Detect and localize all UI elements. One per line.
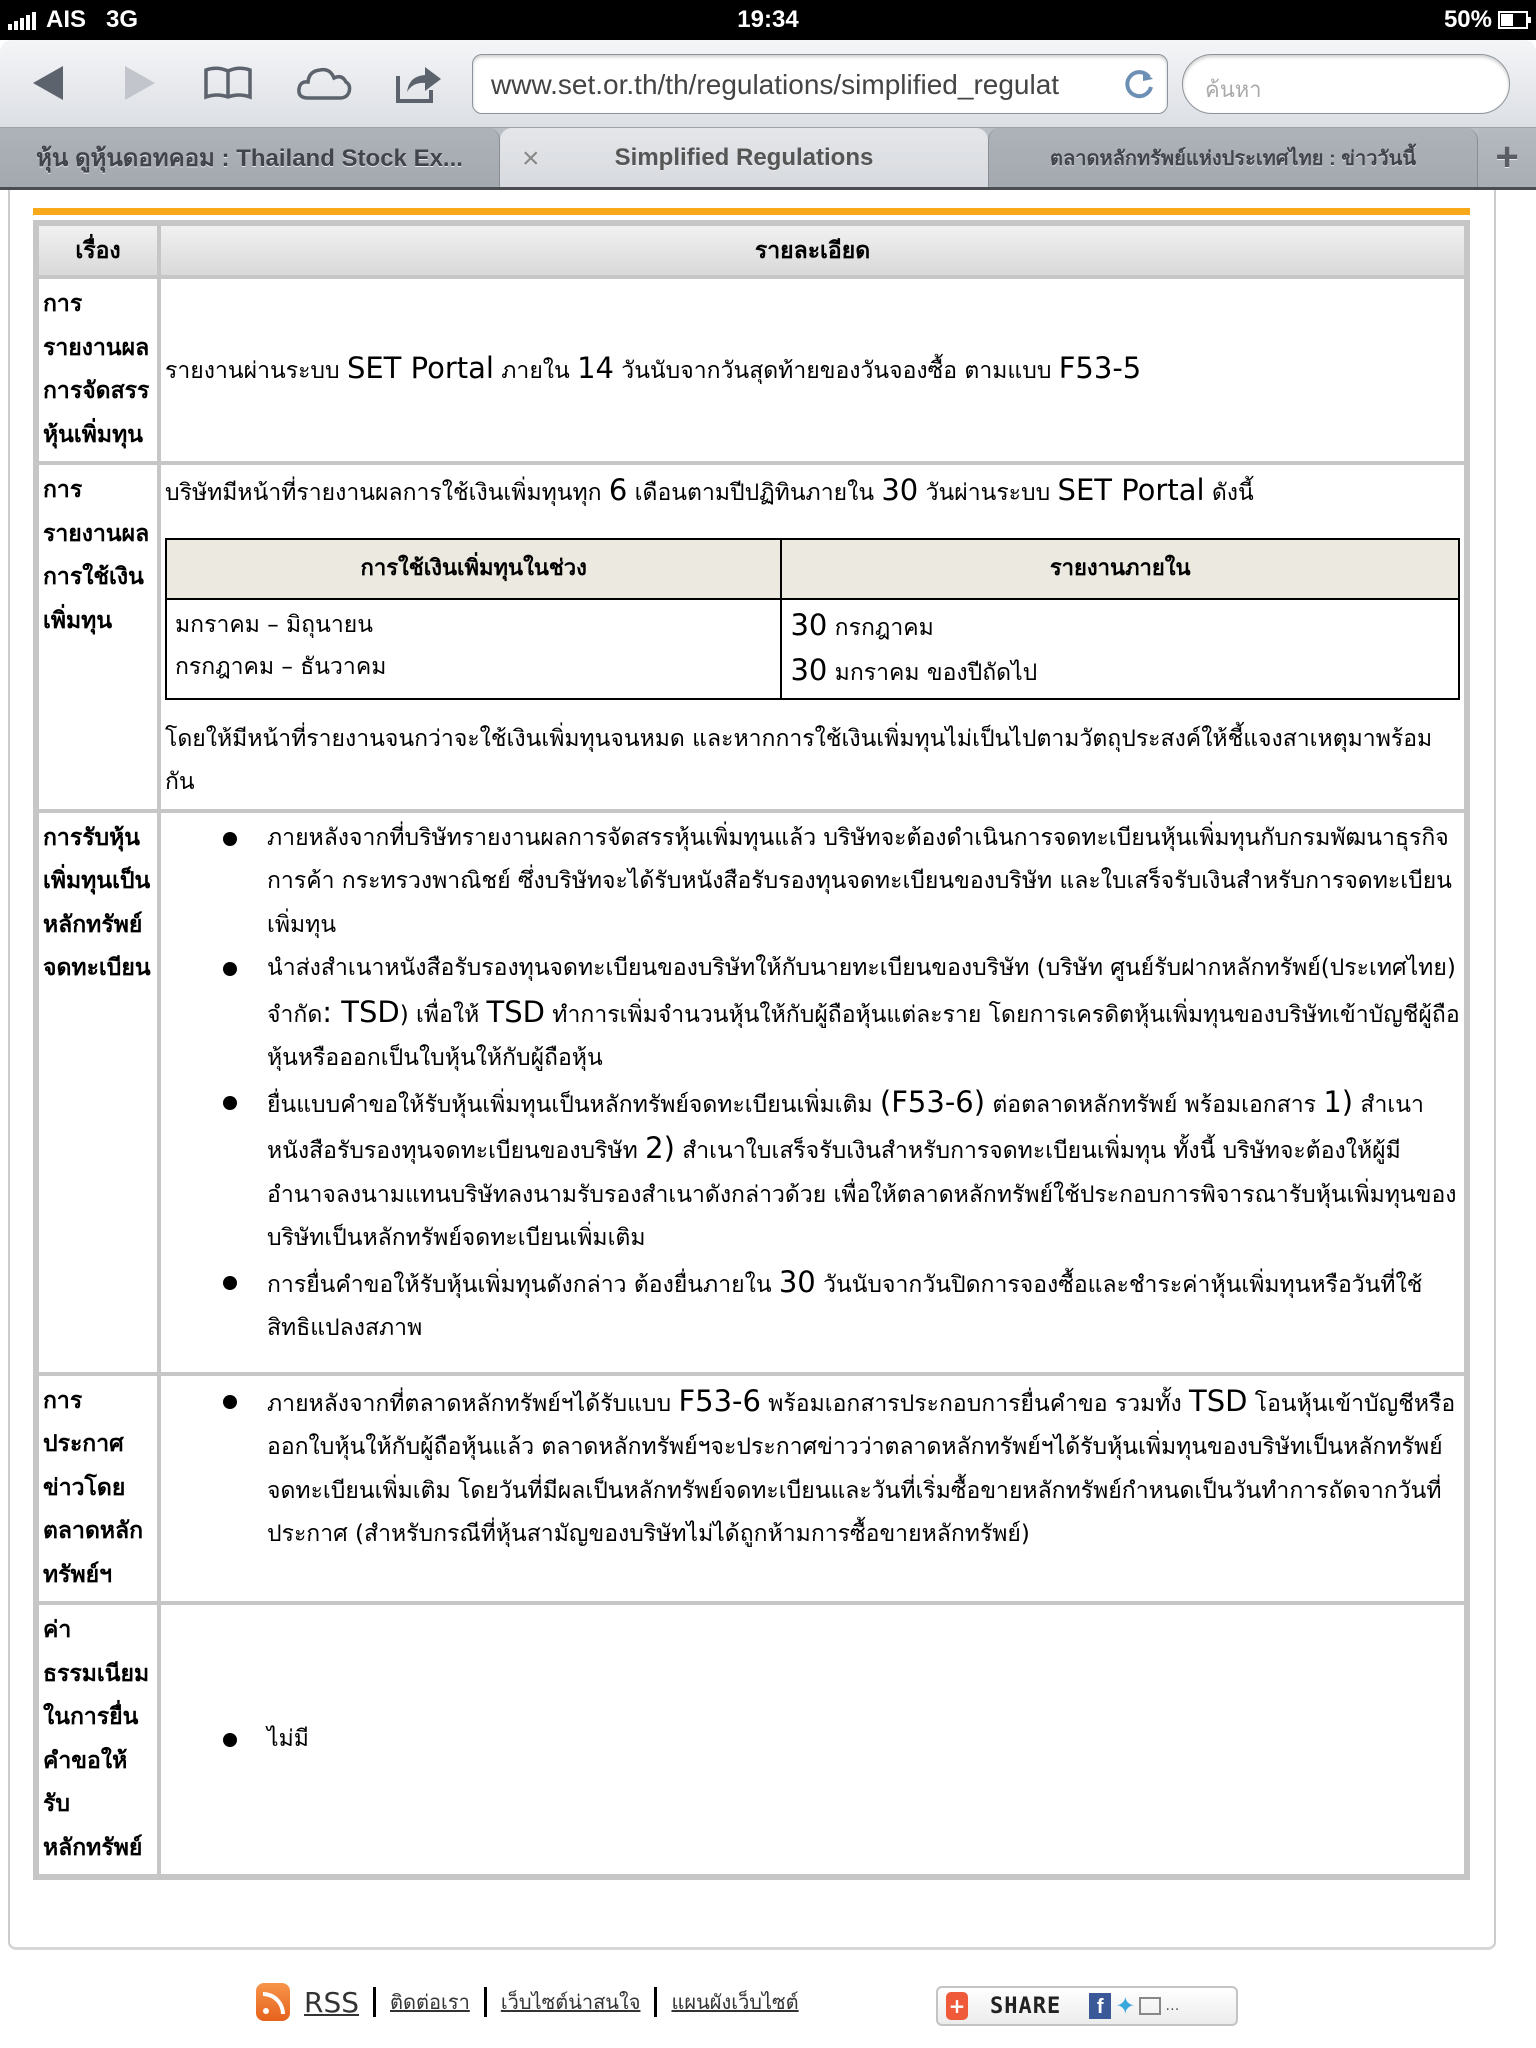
text-run: ทำการเพิ่มจำนวนหุ้นให้กับผู้ถือหุ้นแต่ละราย โดยการเครดิตหุ้นเพิ่มทุนของบริษัทเข้าบัญชีผู้ถือหุ้นหรือออกเป็นใบหุ้นให้กับผู้ถือหุ้น [267, 1001, 1460, 1071]
text-run: วันนับจากวันปิดการจองซื้อและชำระค่าหุ้นเพิ่มทุนหรือวันที่ใช้สิทธิแปลงสภาพ [267, 1271, 1423, 1341]
topic-line: คำขอให้รับ [43, 1747, 128, 1817]
battery-percent: 50% [1443, 6, 1492, 33]
text-run: (F53-6) [879, 1084, 986, 1119]
topic-cell [37, 463, 159, 811]
topic-line: ประกาศ [43, 1431, 124, 1457]
topic-line: การจัดสรร [43, 378, 150, 404]
clock: 19:34 [737, 6, 799, 33]
deadline-2: 30 มกราคม ของปีถัดไป [790, 652, 1038, 687]
status-bar [0, 0, 1536, 40]
bullet-list [165, 1380, 1460, 1557]
tab-label: หุ้น ดูหุ้นดอทคอม : Thailand Stock Ex... [36, 145, 463, 172]
footer-link-interesting-sites[interactable]: เว็บไซต์น่าสนใจ [500, 1990, 641, 2014]
topic-line: หุ้นเพิ่มทุน [43, 421, 143, 448]
topic-line: ทรัพย์ฯ [43, 1561, 113, 1588]
table-row [37, 1603, 1466, 1876]
separator [373, 1987, 376, 2017]
tab-set-news[interactable] [988, 128, 1478, 187]
bullet-list [165, 817, 1460, 1351]
rss-icon[interactable] [256, 1983, 290, 2021]
share-label: SHARE [990, 1993, 1062, 2019]
table-row [37, 463, 1466, 811]
close-tab-icon[interactable]: × [522, 142, 540, 175]
topic-line: จดทะเบียน [43, 955, 151, 981]
text-run: ไม่มี [267, 1725, 309, 1752]
footer-links [256, 1980, 799, 2024]
separator [654, 1987, 657, 2017]
detail-cell [159, 277, 1466, 463]
bullet-item [221, 817, 1460, 948]
topic-line: ในการยื่น [43, 1704, 139, 1730]
topic-line: เพิ่มทุน [43, 607, 113, 634]
schedule-deadlines [781, 599, 1459, 699]
book-icon[interactable] [202, 58, 254, 108]
text-run: 6 [608, 473, 628, 507]
column-header-topic: เรื่อง [37, 224, 159, 277]
battery-icon [1498, 11, 1528, 29]
period-1: มกราคม – มิถุนายน [175, 611, 373, 638]
text-run: 14 [577, 350, 614, 385]
network-label: 3G [106, 6, 139, 33]
text-run: ยื่นแบบคำขอให้รับหุ้นเพิ่มทุนเป็นหลักทรัพย์จดทะเบียนเพิ่มเติม [267, 1091, 880, 1118]
topic-line: การ [43, 291, 83, 317]
text-run: นำส่งสำเนาหนังสือรับรองทุนจดทะเบียนของบริษัทให้กับนายทะเบียนของบริษัท (บริษัท ศูนย์รับฝากหลักทรัพย์(ประเทศไทย) จำกัด [267, 955, 1456, 1028]
forward-arrow-icon[interactable] [120, 58, 160, 108]
text-run: โอนหุ้นเข้าบัญชีหรือออกใบหุ้นให้กับผู้ถือหุ้นแล้ว ตลาดหลักทรัพย์ฯจะประกาศข่าวว่าตลาดหลักทรัพย์ฯได้รับหุ้นเพิ่มทุนของบริษัทเป็นหลักทรัพย์จดทะเบียนเพิ่มเติม โดยวันที่มีผลเป็นหลักทรัพย์จดทะเบียนและวันที่เริ่มซื้อขายหลักทรัพย์กำหนดเป็นวันทำการถัดจากวันที่ประกาศ (สำหรับกรณีที่หุ้นสามัญของบริษัทไม่ได้ถูกห้ามการซื้อขายหลักทรัพย์) [267, 1390, 1456, 1547]
plus-icon: + [1495, 135, 1519, 179]
facebook-icon: f [1089, 1993, 1111, 2019]
topic-line: รายงานผล [43, 520, 150, 547]
topic-line: การใช้เงิน [43, 564, 144, 590]
topic-line: การ [43, 1387, 83, 1414]
text-run: 30 [881, 473, 919, 507]
accent-divider [33, 208, 1470, 215]
text-run: F53-6 [678, 1383, 761, 1418]
share-icon[interactable] [394, 58, 444, 108]
topic-cell [37, 277, 159, 463]
back-arrow-icon[interactable] [28, 58, 68, 108]
bullet-list [165, 1718, 1460, 1762]
text-run: ภายหลังจากที่ตลาดหลักทรัพย์ฯได้รับแบบ [267, 1390, 679, 1417]
schedule-header-deadline: รายงานภายใน [781, 539, 1459, 599]
text-run: ภายหลังจากที่บริษัทรายงานผลการจัดสรรหุ้นเพิ่มทุนแล้ว บริษัทจะต้องดำเนินการจดทะเบียนหุ้นเพิ่มทุนกับกรมพัฒนาธุรกิจการค้า กระทรวงพาณิชย์ ซึ่งบริษัทจะได้รับหนังสือรับรองทุนจดทะเบียนของบริษัท และใบเสร็จรับเงินสำหรับการจดทะเบียนเพิ่มทุน [267, 824, 1452, 938]
separator [484, 1987, 487, 2017]
footer-link-rss[interactable]: RSS [304, 1985, 360, 2019]
deadline-1: 30 กรกฎาคม [790, 607, 934, 642]
text-run: ) เพื่อให้ [399, 1001, 487, 1028]
table-row [37, 1374, 1466, 1604]
reporting-schedule-table [165, 538, 1460, 700]
tab-simplified-regulations[interactable] [500, 128, 988, 187]
reload-icon[interactable] [1123, 67, 1157, 101]
table-row [37, 277, 1466, 463]
text-run: 2) [645, 1131, 675, 1165]
detail-cell [159, 1374, 1466, 1604]
text-run: F53-5 [1058, 350, 1142, 385]
text-run: TSD [1188, 1383, 1248, 1418]
detail-cell [159, 463, 1466, 811]
bullet-item [221, 947, 1460, 1081]
schedule-header-period: การใช้เงินเพิ่มทุนในช่วง [166, 539, 781, 599]
usage-report-intro [165, 469, 1460, 516]
topic-line: เพิ่มทุนเป็น [43, 868, 151, 894]
regulations-table [33, 220, 1470, 1880]
topic-line: การรับหุ้น [43, 824, 141, 851]
text-run: บริษัทมีหน้าที่รายงานผลการใช้เงินเพิ่มทุนทุก [165, 480, 609, 506]
text-run: TSD [486, 994, 545, 1029]
text-run: สำเนาหนังสือรับรองทุนจดทะเบียนของบริษัท [267, 1091, 1424, 1164]
text-run: การยื่นคำขอให้รับหุ้นเพิ่มทุนดังกล่าว ต้องยื่นภายใน [267, 1271, 779, 1298]
bullet-item [221, 1081, 1460, 1261]
tab-label: ตลาดหลักทรัพย์แห่งประเทศไทย : ข่าววันนี้ [1049, 147, 1416, 170]
new-tab-button[interactable] [1478, 128, 1536, 187]
topic-line: ตลาดหลัก [43, 1518, 144, 1544]
text-run: SET Portal [1057, 473, 1205, 507]
topic-line: หลักทรัพย์ [43, 1834, 143, 1861]
schedule-periods [166, 599, 781, 699]
topic-cell [37, 811, 159, 1374]
footer-link-contact[interactable]: ติดต่อเรา [390, 1990, 470, 2014]
topic-line: การ [43, 477, 83, 503]
bullet-item [221, 1718, 1460, 1762]
topic-line: หลักทรัพย์ [43, 911, 143, 938]
topic-line: รายงานผล [43, 334, 150, 361]
text-run: ภายใน [493, 357, 578, 384]
text-run: เดือนตามปีปฏิทินภายใน [627, 480, 882, 506]
address-bar[interactable] [472, 54, 1168, 114]
search-placeholder: ค้นหา [1205, 78, 1262, 103]
text-run: 30 [778, 1264, 816, 1299]
search-field[interactable] [1182, 54, 1510, 114]
topic-line: ค่า [43, 1617, 72, 1643]
text-run: : TSD [322, 994, 400, 1029]
table-row [37, 811, 1466, 1374]
text-run: รายงานผ่านระบบ [165, 357, 347, 384]
text-run: พร้อมเอกสารประกอบการยื่นคำขอ รวมทั้ง [760, 1390, 1189, 1417]
email-icon [1139, 1997, 1161, 2015]
text-run: SET Portal [346, 350, 494, 385]
carrier-label: AIS [46, 6, 87, 33]
text-run: ดังนี้ [1204, 480, 1254, 506]
text-run: 1) [1323, 1084, 1354, 1119]
share-button[interactable] [936, 1986, 1238, 2026]
topic-line: ข่าวโดย [43, 1474, 126, 1501]
more-icon: … [1165, 1998, 1180, 2014]
period-2: กรกฎาคม – ธันวาคม [175, 653, 387, 680]
bullet-item [221, 1380, 1460, 1557]
tab-label: Simplified Regulations [614, 143, 874, 171]
text-run: วันนับจากวันสุดท้ายของวันจองซื้อ ตามแบบ [613, 357, 1059, 384]
url-text[interactable]: www.set.or.th/th/regulations/simplified_regulat [491, 69, 1060, 100]
text-run: วันผ่านระบบ [918, 480, 1058, 506]
tab-thailand-stock[interactable] [0, 128, 500, 187]
usage-report-note: โดยให้มีหน้าที่รายงานจนกว่าจะใช้เงินเพิ่มทุนจนหมด และหากการใช้เงินเพิ่มทุนไม่เป็นไปตามวัตถุประสงค์ให้ชี้แจงสาเหตุมาพร้อมกัน [165, 725, 1433, 795]
browser-toolbar [0, 40, 1536, 128]
topic-cell [37, 1603, 159, 1876]
footer-link-sitemap[interactable]: แผนผังเว็บไซต์ [671, 1990, 799, 2014]
text-run: สำเนาใบเสร็จรับเงินสำหรับการจดทะเบียนเพิ่มทุน ทั้งนี้ บริษัทจะต้องให้ผู้มีอำนาจลงนามแทนบริษัทลงนามรับรองสำเนาดังกล่าวด้วย เพื่อให้ตลาดหลักทรัพย์ใช้ประกอบการพิจารณารับหุ้นเพิ่มทุนของบริษัทเป็นหลักทรัพย์จดทะเบียนเพิ่มเติม [267, 1138, 1457, 1251]
detail-cell [159, 811, 1466, 1374]
tab-bar [0, 128, 1536, 190]
column-header-detail: รายละเอียด [159, 224, 1466, 277]
cloud-icon[interactable] [296, 58, 352, 108]
plus-icon: + [946, 1992, 968, 2020]
text-run: ต่อตลาดหลักทรัพย์ พร้อมเอกสาร [985, 1091, 1324, 1118]
twitter-icon: ✦ [1115, 1992, 1136, 2020]
topic-line: ธรรมเนียม [43, 1660, 150, 1687]
topic-cell [37, 1374, 159, 1604]
detail-cell [159, 1603, 1466, 1876]
bullet-item [221, 1261, 1460, 1351]
